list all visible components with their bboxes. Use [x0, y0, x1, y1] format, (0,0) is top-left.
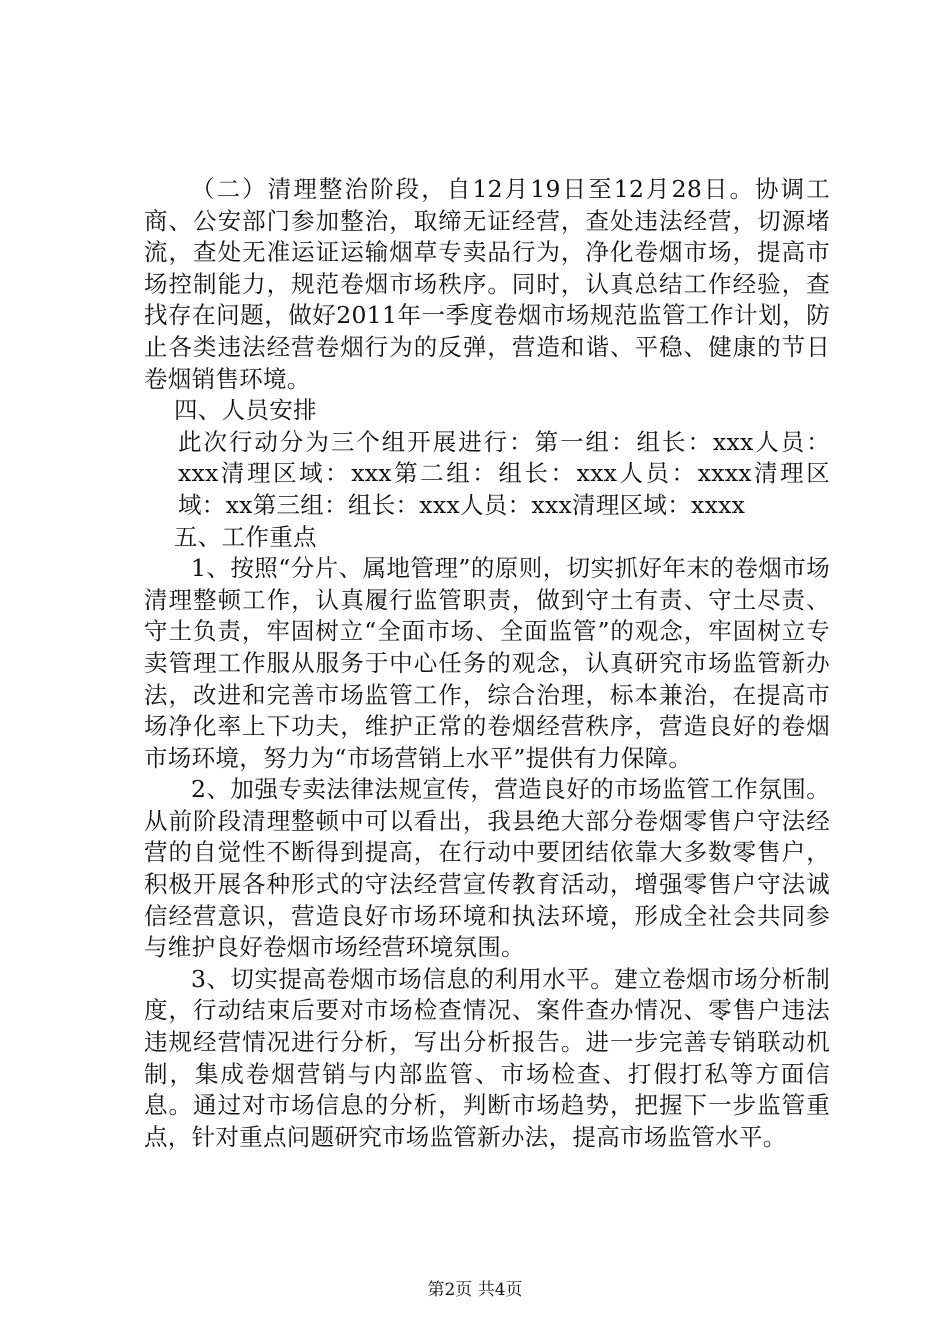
- paragraph-cleanup-stage: （二）清理整治阶段，自12月19日至12月28日。协调工商、公安部门参加整治，取缔无证经营，查处违法经营，切源堵流，查处无准运证运输烟草专卖品行为，净化卷烟市场，提高市场控制能力，规范卷烟市场秩序。同时，认真总结工作经验，查找存在问题，做好2011年一季度卷烟市场规范监管工作计划，防止各类违法经营卷烟行为的反弹，营造和谐、平稳、健康的节日卷烟销售环境。: [144, 175, 830, 393]
- page-number-footer: 第2页 共4页: [427, 1280, 523, 1300]
- paragraph-focus-item-2: 2、加强专卖法律法规宣传，营造良好的市场监管工作氛围。从前阶段清理整顿中可以看出，我县绝大部分卷烟零售户守法经营的自觉性不断得到提高，在行动中要团结依靠大多数零售户，积极开展各种形式的守法经营宣传教育活动，增强零售户守法诚信经营意识，营造良好市场环境和执法环境，形成全社会共同参与维护良好卷烟市场经营环境氛围。: [144, 775, 830, 962]
- paragraph-personnel-arrangement: 此次行动分为三个组开展进行：第一组：组长：xxx人员：xxx清理区域：xxx第二组：组长：xxx人员：xxxx清理区域：xx第三组：组长：xxx人员：xxx清理区域：xxxx: [178, 427, 830, 519]
- section-heading-personnel: 四、人员安排: [174, 396, 317, 425]
- section-heading-work-focus: 五、工作重点: [174, 522, 317, 551]
- paragraph-focus-item-3: 3、切实提高卷烟市场信息的利用水平。建立卷烟市场分析制度，行动结束后要对市场检查情况、案件查办情况、零售户违法违规经营情况进行分析，写出分析报告。进一步完善专销联动机制，集成卷烟营销与内部监管、市场检查、打假打私等方面信息。通过对市场信息的分析，判断市场趋势，把握下一步监管重点，针对重点问题研究市场监管新办法，提高市场监管水平。: [144, 964, 830, 1151]
- paragraph-focus-item-1: 1、按照“分片、属地管理”的原则，切实抓好年末的卷烟市场清理整顿工作，认真履行监管职责，做到守土有责、守土尽责、守土负责，牢固树立“全面市场、全面监管”的观念，牢固树立专卖管理工作服从服务于中心任务的观念，认真研究市场监管新办法，改进和完善市场监管工作，综合治理，标本兼治，在提高市场净化率上下功夫，维护正常的卷烟经营秩序，营造良好的卷烟市场环境，努力为“市场营销上水平”提供有力保障。: [144, 554, 830, 772]
- document-body: [144, 144, 830, 1153]
